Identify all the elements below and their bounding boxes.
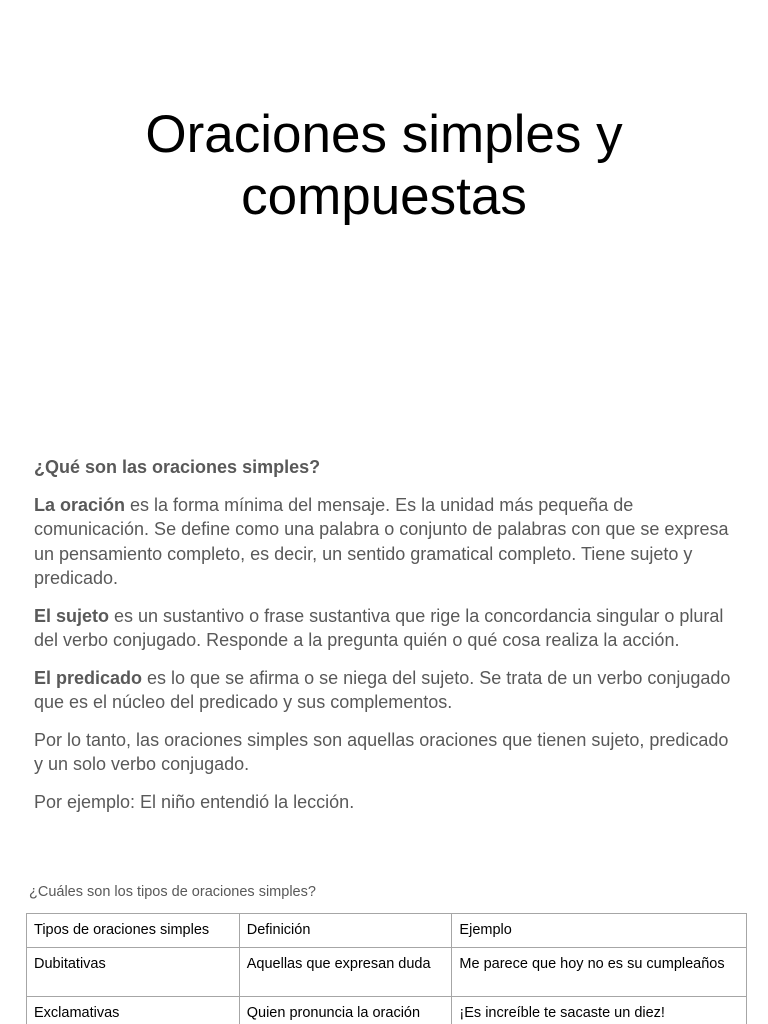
paragraph-predicado: [34, 666, 734, 715]
table-caption: ¿Cuáles son los tipos de oraciones simples?: [29, 884, 316, 900]
table-header-cell: Tipos de oraciones simples: [27, 914, 240, 948]
table-cell: Me parece que hoy no es su cumpleaños: [452, 948, 747, 997]
term-sujeto: El sujeto: [34, 605, 110, 626]
table-cell: ¡Es increíble te sacaste un diez!: [452, 997, 747, 1024]
term-predicado: El predicado: [34, 667, 143, 688]
table-header-cell: Definición: [239, 914, 452, 948]
term-oracion: La oración: [34, 494, 126, 515]
title-line-1: Oraciones simples y: [145, 105, 623, 164]
paragraph-oracion: [34, 493, 734, 591]
paragraph-oracion-text: es la forma mínima del mensaje. Es la unidad más pequeña de comunicación. Se define como una palabra o conjunto de palabras con que se expresa un pensamiento completo, es decir, un sentido gramatical completo. Tiene sujeto y predicado.: [34, 494, 729, 588]
paragraph-conclusion: Por lo tanto, las oraciones simples son aquellas oraciones que tienen sujeto, predicado y un solo verbo conjugado.: [34, 729, 729, 774]
table-cell: Exclamativas: [27, 997, 240, 1024]
paragraph-predicado-text: es lo que se afirma o se niega del sujeto. Se trata de un verbo conjugado que es el núcleo del predicado y sus complementos.: [34, 667, 731, 712]
table-row: [27, 948, 747, 997]
table-cell: Dubitativas: [27, 948, 240, 997]
title-line-2: compuestas: [241, 167, 527, 226]
table-cell: Aquellas que expresan duda: [239, 948, 452, 997]
table-header-cell: Ejemplo: [452, 914, 747, 948]
paragraph-sujeto-text: es un sustantivo o frase sustantiva que rige la concordancia singular o plural del verbo conjugado. Responde a la pregunta quién o qué cosa realiza la acción.: [34, 605, 724, 650]
section-heading: [34, 455, 734, 480]
table-cell: Quien pronuncia la oración: [239, 997, 452, 1024]
paragraph-example: Por ejemplo: El niño entendió la lección.: [34, 791, 355, 812]
simple-sentence-types-table: [26, 913, 747, 1024]
section-heading-text: ¿Qué son las oraciones simples?: [34, 457, 321, 477]
main-content: [34, 455, 734, 827]
paragraph-sujeto: [34, 604, 734, 653]
table-header-row: [27, 914, 747, 948]
document-title: [0, 104, 768, 228]
table-row: [27, 997, 747, 1024]
